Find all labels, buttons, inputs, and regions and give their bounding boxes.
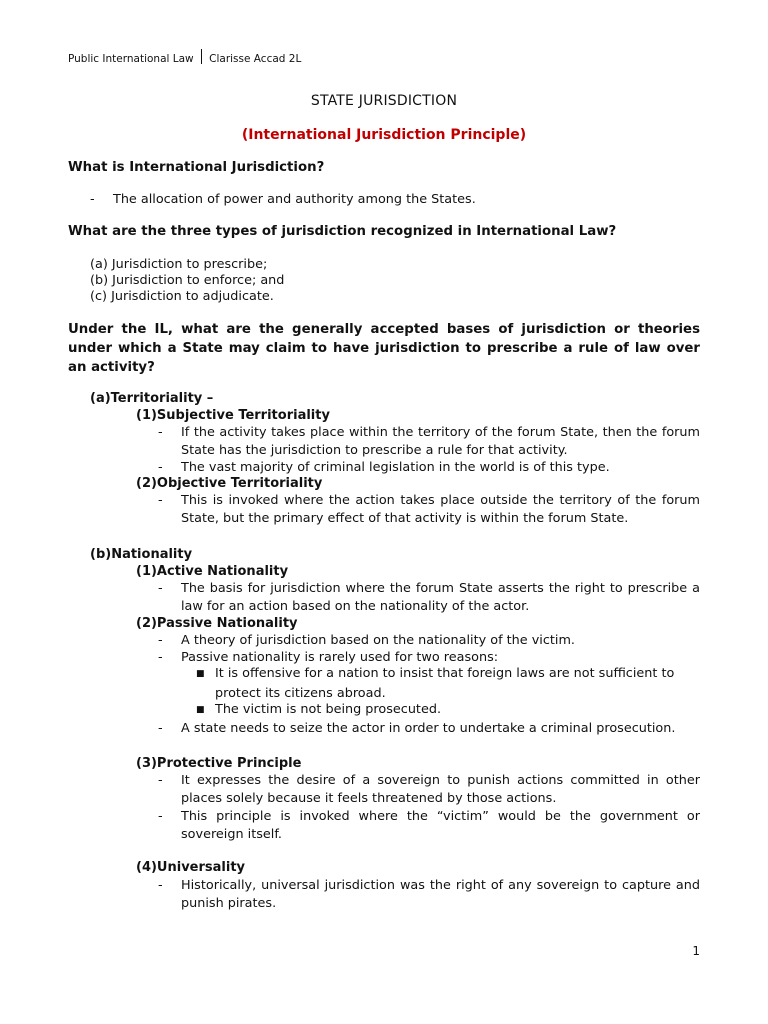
header-course: Public International Law — [68, 52, 194, 65]
answer-1: - The allocation of power and authority among the States. — [90, 192, 476, 207]
section-nationality: (b)Nationality — [90, 547, 193, 562]
list-item: - Passive nationality is rarely used for two reasons: — [158, 650, 499, 665]
list-item: - Historically, universal jurisdiction was the right of any sovereign to capture and punish pirates. — [158, 878, 700, 911]
subsection-protective-principle: (3)Protective Principle — [136, 756, 302, 771]
list-item: - A theory of jurisdiction based on the nationality of the victim. — [158, 633, 575, 648]
list-item: - If the activity takes place within the territory of the forum State, then the forum State has the jurisdiction to prescribe a rule for that activity. — [158, 425, 700, 458]
subsection-active-nationality: (1)Active Nationality — [136, 564, 289, 579]
subsection-subjective-territoriality: (1)Subjective Territoriality — [136, 408, 330, 423]
bullet-item: ■ The victim is not being prosecuted. — [196, 700, 700, 720]
type-item: (b) Jurisdiction to enforce; and — [90, 273, 285, 288]
types-list — [90, 257, 284, 305]
list-item: - A state needs to seize the actor in order to undertake a criminal prosecution. — [158, 721, 676, 736]
document-subtitle: (International Jurisdiction Principle) — [241, 127, 527, 143]
document-title: STATE JURISDICTION — [310, 93, 458, 109]
subsection-universality: (4)Universality — [136, 860, 246, 875]
question-1: What is International Jurisdiction? — [68, 160, 325, 175]
list-item: - The vast majority of criminal legislation in the world is of this type. — [158, 460, 610, 475]
list-item: - It expresses the desire of a sovereign to punish actions committed in other places solely because it feels threatened by those actions. — [158, 773, 700, 806]
bullet-marker: ■ — [196, 669, 205, 679]
list-item: - This is invoked where the action takes place outside the territory of the forum State, but the primary effect of that activity is within the forum State. — [158, 493, 700, 526]
subsection-passive-nationality: (2)Passive Nationality — [136, 616, 298, 631]
dash-marker: - — [90, 192, 95, 207]
subsection-objective-territoriality: (2)Objective Territoriality — [136, 476, 323, 491]
bullet-item: ■ It is offensive for a nation to insist that foreign laws are not sufficient to protect its citizens abroad. — [196, 666, 675, 701]
section-territoriality: (a)Territoriality – — [90, 391, 214, 406]
question-3: Under the IL, what are the generally accepted bases of jurisdiction or theories under which a State may claim to have jurisdiction to prescribe a rule of law over an activity? — [68, 322, 700, 375]
page-number: 1 — [692, 944, 700, 958]
question-2: What are the three types of jurisdiction recognized in International Law? — [68, 224, 617, 239]
type-item: (c) Jurisdiction to adjudicate. — [90, 289, 274, 304]
page-header — [68, 51, 301, 66]
header-separator — [201, 49, 203, 64]
type-item: (a) Jurisdiction to prescribe; — [90, 257, 268, 272]
list-item: - The basis for jurisdiction where the forum State asserts the right to prescribe a law for an action based on the nationality of the actor. — [158, 581, 700, 614]
bullet-marker: ■ — [196, 705, 205, 715]
list-item: - This principle is invoked where the “victim” would be the government or sovereign itself. — [158, 809, 700, 842]
header-author: Clarisse Accad 2L — [209, 52, 302, 65]
